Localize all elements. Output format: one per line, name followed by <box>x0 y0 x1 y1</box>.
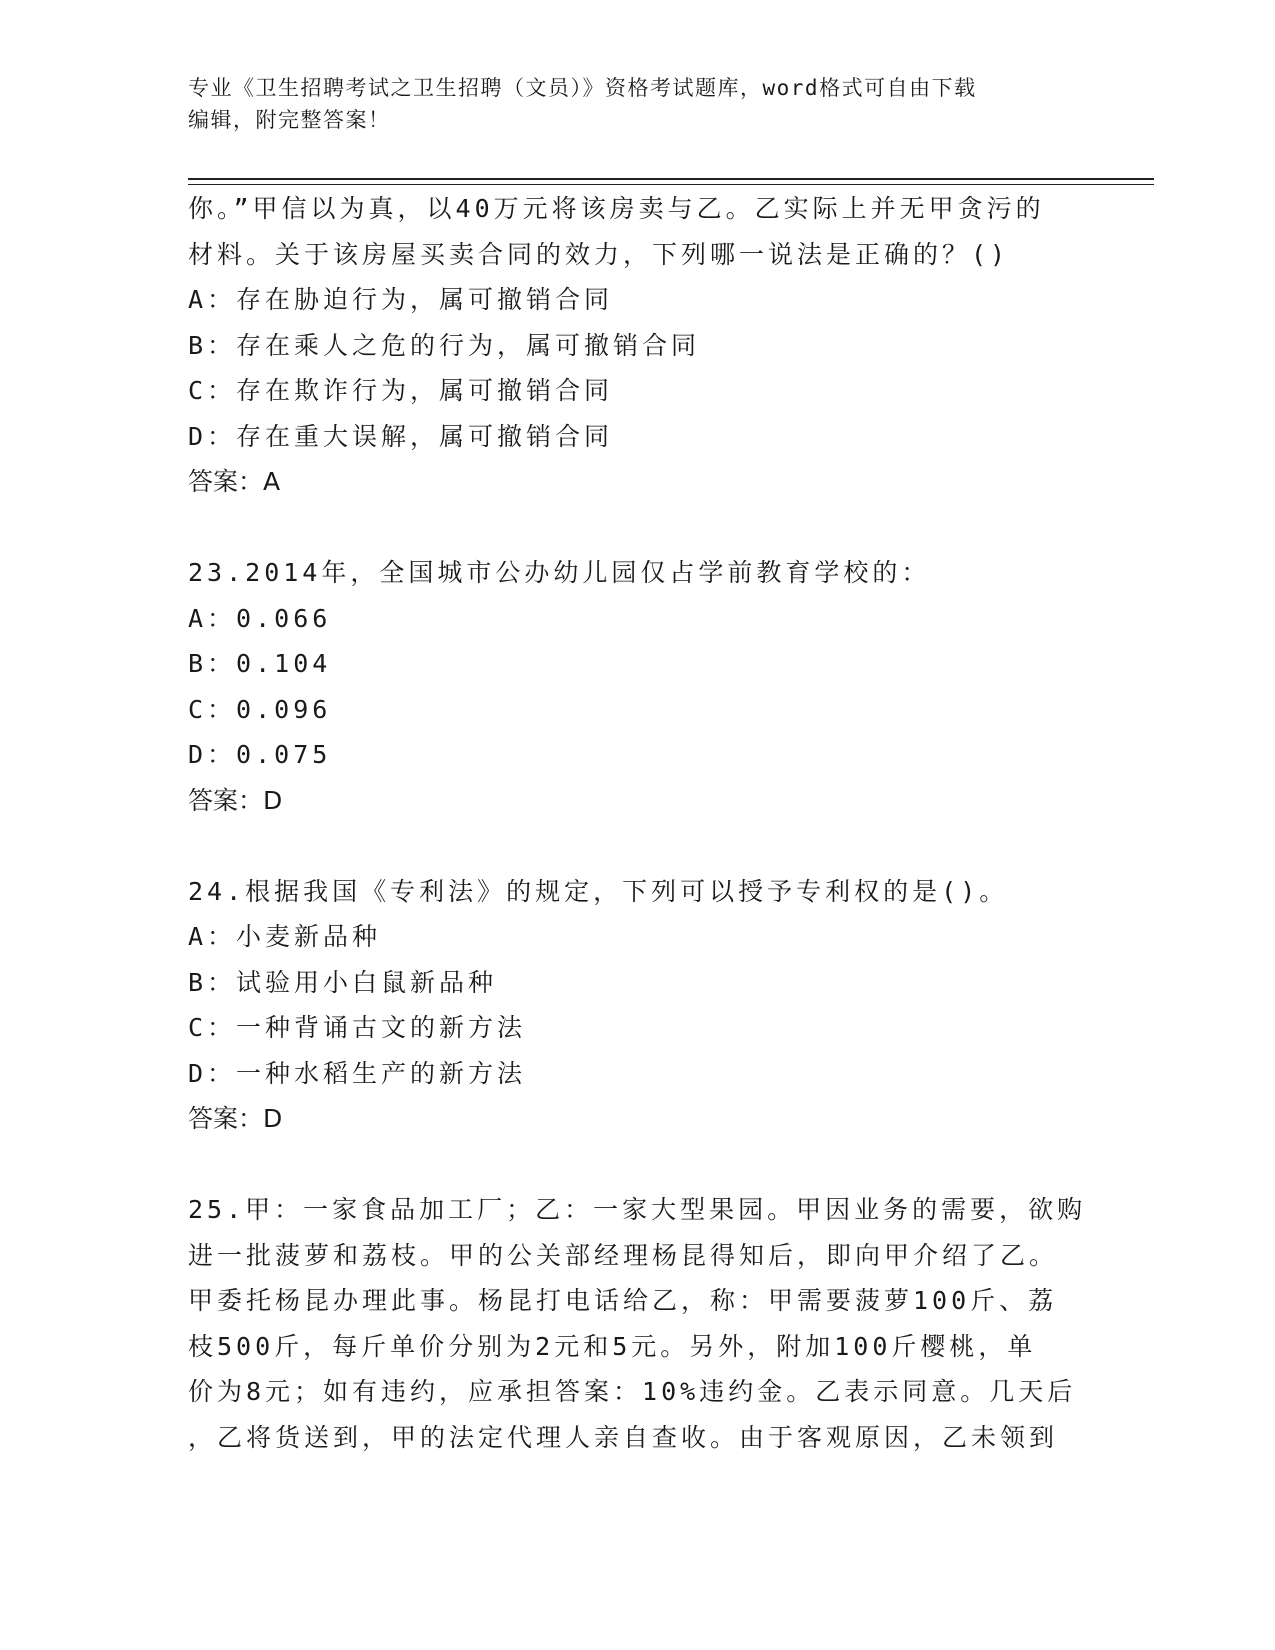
question-22 <box>188 186 1088 505</box>
question-spacer <box>188 505 1088 551</box>
answer-line: 答案：A <box>188 467 281 496</box>
header-line-1: 专业《卫生招聘考试之卫生招聘（文员）》资格考试题库，word格式可自由下载 <box>188 76 977 100</box>
option-b: B：试验用小白鼠新品种 <box>188 967 498 997</box>
option-a: A：0.066 <box>188 603 332 633</box>
question-text-line: 25.甲：一家食品加工厂；乙：一家大型果园。甲因业务的需要，欲购 <box>188 1195 1087 1224</box>
option-d: D：存在重大误解，属可撤销合同 <box>188 421 614 451</box>
option-b: B：0.104 <box>188 649 332 678</box>
option-a: A：存在胁迫行为，属可撤销合同 <box>188 285 614 314</box>
option-c: C：0.096 <box>188 694 332 724</box>
document-header <box>188 72 1088 136</box>
question-23 <box>188 550 1088 823</box>
header-divider-thin <box>188 184 1154 185</box>
question-24 <box>188 869 1088 1142</box>
answer-line: 答案：D <box>188 785 283 815</box>
question-text-line: 你。”甲信以为真，以40万元将该房卖与乙。乙实际上并无甲贪污的 <box>188 194 1045 223</box>
option-c: C：一种背诵古文的新方法 <box>188 1013 527 1042</box>
question-text-line: 甲委托杨昆办理此事。杨昆打电话给乙，称：甲需要菠萝100斤、荔 <box>188 1286 1058 1315</box>
header-line-2: 编辑，附完整答案！ <box>188 108 391 132</box>
question-text-line: 材料。关于该房屋买卖合同的效力，下列哪一说法是正确的？() <box>188 239 1010 269</box>
question-spacer <box>188 1142 1088 1188</box>
question-text-line: ，乙将货送到，甲的法定代理人亲自查收。由于客观原因，乙未领到 <box>188 1422 1059 1452</box>
option-b: B：存在乘人之危的行为，属可撤销合同 <box>188 330 701 360</box>
question-text-line: 24.根据我国《专利法》的规定，下列可以授予专利权的是()。 <box>188 876 1009 906</box>
question-25 <box>188 1187 1088 1460</box>
option-c: C：存在欺诈行为，属可撤销合同 <box>188 376 614 405</box>
option-d: D：0.075 <box>188 740 332 769</box>
document-body <box>188 186 1088 1460</box>
question-text-line: 价为8元；如有违约，应承担答案：10%违约金。乙表示同意。几天后 <box>188 1377 1077 1406</box>
question-spacer <box>188 823 1088 869</box>
question-text-line: 进一批菠萝和荔枝。甲的公关部经理杨昆得知后，即向甲介绍了乙。 <box>188 1240 1059 1270</box>
option-a: A：小麦新品种 <box>188 922 382 951</box>
question-text-line: 23.2014年，全国城市公办幼儿园仅占学前教育学校的： <box>188 558 931 587</box>
header-divider-thick <box>188 178 1154 180</box>
answer-line: 答案：D <box>188 1104 283 1133</box>
question-text-line: 枝500斤，每斤单价分别为2元和5元。另外，附加100斤樱桃，单 <box>188 1331 1037 1361</box>
option-d: D：一种水稻生产的新方法 <box>188 1058 527 1088</box>
